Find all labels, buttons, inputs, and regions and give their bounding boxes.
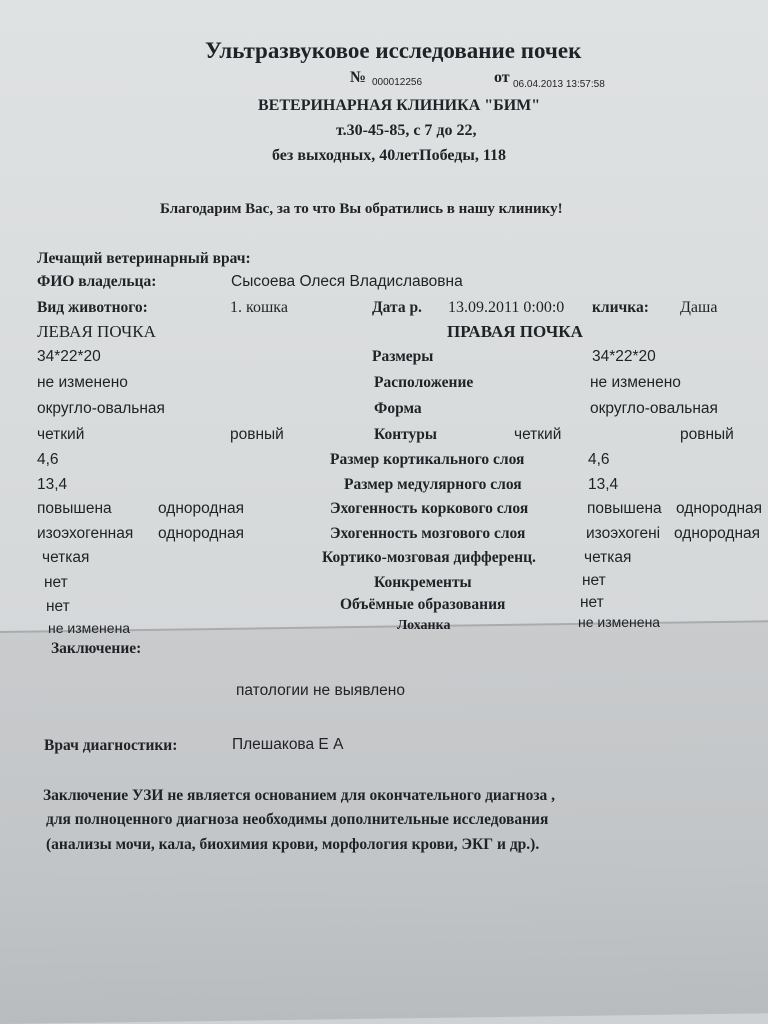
left-medullary-size: 13,4: [37, 476, 68, 493]
left-cortical-echo: повышена: [37, 500, 112, 517]
param-medullary-echo: Эхогенность мозгового слоя: [330, 525, 526, 542]
right-differentiation: четкая: [584, 549, 632, 566]
left-medullary-echo-2: однородная: [158, 525, 245, 542]
owner-name: Сысоева Олеся Владиславовна: [231, 273, 463, 290]
right-kidney-title: ПРАВАЯ ПОЧКА: [447, 322, 583, 341]
param-masses: Объёмные образования: [340, 596, 506, 613]
right-medullary-size: 13,4: [588, 476, 619, 493]
right-shape: округло-овальная: [590, 400, 718, 417]
left-size: 34*22*20: [37, 348, 101, 365]
document-date: 06.04.2013 13:57:58: [513, 79, 605, 90]
param-concrements: Конкременты: [374, 574, 472, 591]
right-contour: четкий: [514, 426, 562, 443]
left-kidney-title: ЛЕВАЯ ПОЧКА: [37, 322, 156, 341]
conclusion-text: патологии не выявлено: [236, 682, 405, 699]
conclusion-label: Заключение:: [51, 640, 142, 657]
right-cortical-echo: повышена: [587, 500, 662, 517]
right-cortical-echo-2: однородная: [676, 500, 763, 517]
document-number: 000012256: [372, 77, 423, 88]
nickname-value: Даша: [680, 299, 718, 316]
right-contour-2: ровный: [680, 426, 734, 443]
param-cortical-size: Размер кортикального слоя: [330, 451, 525, 468]
param-position: Расположение: [374, 374, 474, 391]
number-label: №: [350, 69, 367, 86]
clinic-name: ВЕТЕРИНАРНАЯ КЛИНИКА "БИМ": [258, 97, 541, 114]
param-size: Размеры: [372, 348, 434, 365]
param-medullary-size: Размер медулярного слоя: [344, 476, 522, 493]
clinic-phone: т.30-45-85, с 7 до 22,: [336, 122, 477, 139]
doctor-label: Лечащий ветеринарный врач:: [37, 250, 251, 267]
left-position: не изменено: [37, 374, 128, 391]
diagnostician-name: Плешакова Е А: [232, 736, 344, 753]
left-medullary-echo: изоэхогенная: [37, 525, 134, 542]
param-cortical-echo: Эхогенность коркового слоя: [330, 500, 529, 517]
birth-date-label: Дата р.: [372, 299, 422, 316]
thanks-message: Благодарим Вас, за то что Вы обратились в нашу клинику!: [160, 201, 563, 217]
left-shape: округло-овальная: [37, 400, 165, 417]
clinic-address: без выходных, 40летПобеды, 118: [272, 147, 506, 164]
disclaimer-line-1: Заключение УЗИ не является основанием для окончательного диагноза ,: [43, 787, 556, 804]
right-concrements: нет: [582, 572, 606, 589]
disclaimer-line-2: для полноценного диагноза необходимы дополнительные исследования: [46, 811, 549, 828]
left-differentiation: четкая: [42, 549, 90, 566]
disclaimer-line-3: (анализы мочи, кала, биохимия крови, морфология крови, ЭКГ и др.).: [46, 836, 540, 853]
right-masses: нет: [580, 594, 604, 611]
right-position: не изменено: [590, 374, 681, 391]
owner-label: ФИО владельца:: [37, 273, 157, 290]
animal-value: 1. кошка: [230, 299, 288, 316]
nickname-label: кличка:: [592, 299, 649, 316]
left-contour-2: ровный: [230, 426, 284, 443]
left-cortical-size: 4,6: [37, 451, 59, 468]
birth-date-value: 13.09.2011 0:00:0: [448, 299, 565, 316]
right-medullary-echo-2: однородная: [674, 525, 761, 542]
right-pelvis: не изменена: [578, 614, 661, 630]
param-pelvis: Лоханка: [397, 618, 451, 633]
diagnostician-label: Врач диагностики:: [44, 737, 178, 754]
param-shape: Форма: [374, 400, 422, 417]
param-contour: Контуры: [374, 426, 438, 443]
left-contour: четкий: [37, 426, 85, 443]
left-masses: нет: [46, 598, 70, 615]
animal-label: Вид животного:: [37, 299, 148, 316]
document-title: Ультразвуковое исследование почек: [205, 38, 582, 63]
param-differentiation: Кортико-мозговая дифференц.: [322, 549, 536, 566]
left-cortical-echo-2: однородная: [158, 500, 245, 517]
left-pelvis: не изменена: [48, 620, 131, 636]
right-size: 34*22*20: [592, 348, 656, 365]
right-cortical-size: 4,6: [588, 451, 610, 468]
right-medullary-echo: изоэхогені: [586, 525, 661, 542]
left-concrements: нет: [44, 574, 68, 591]
date-label: от: [494, 69, 510, 86]
